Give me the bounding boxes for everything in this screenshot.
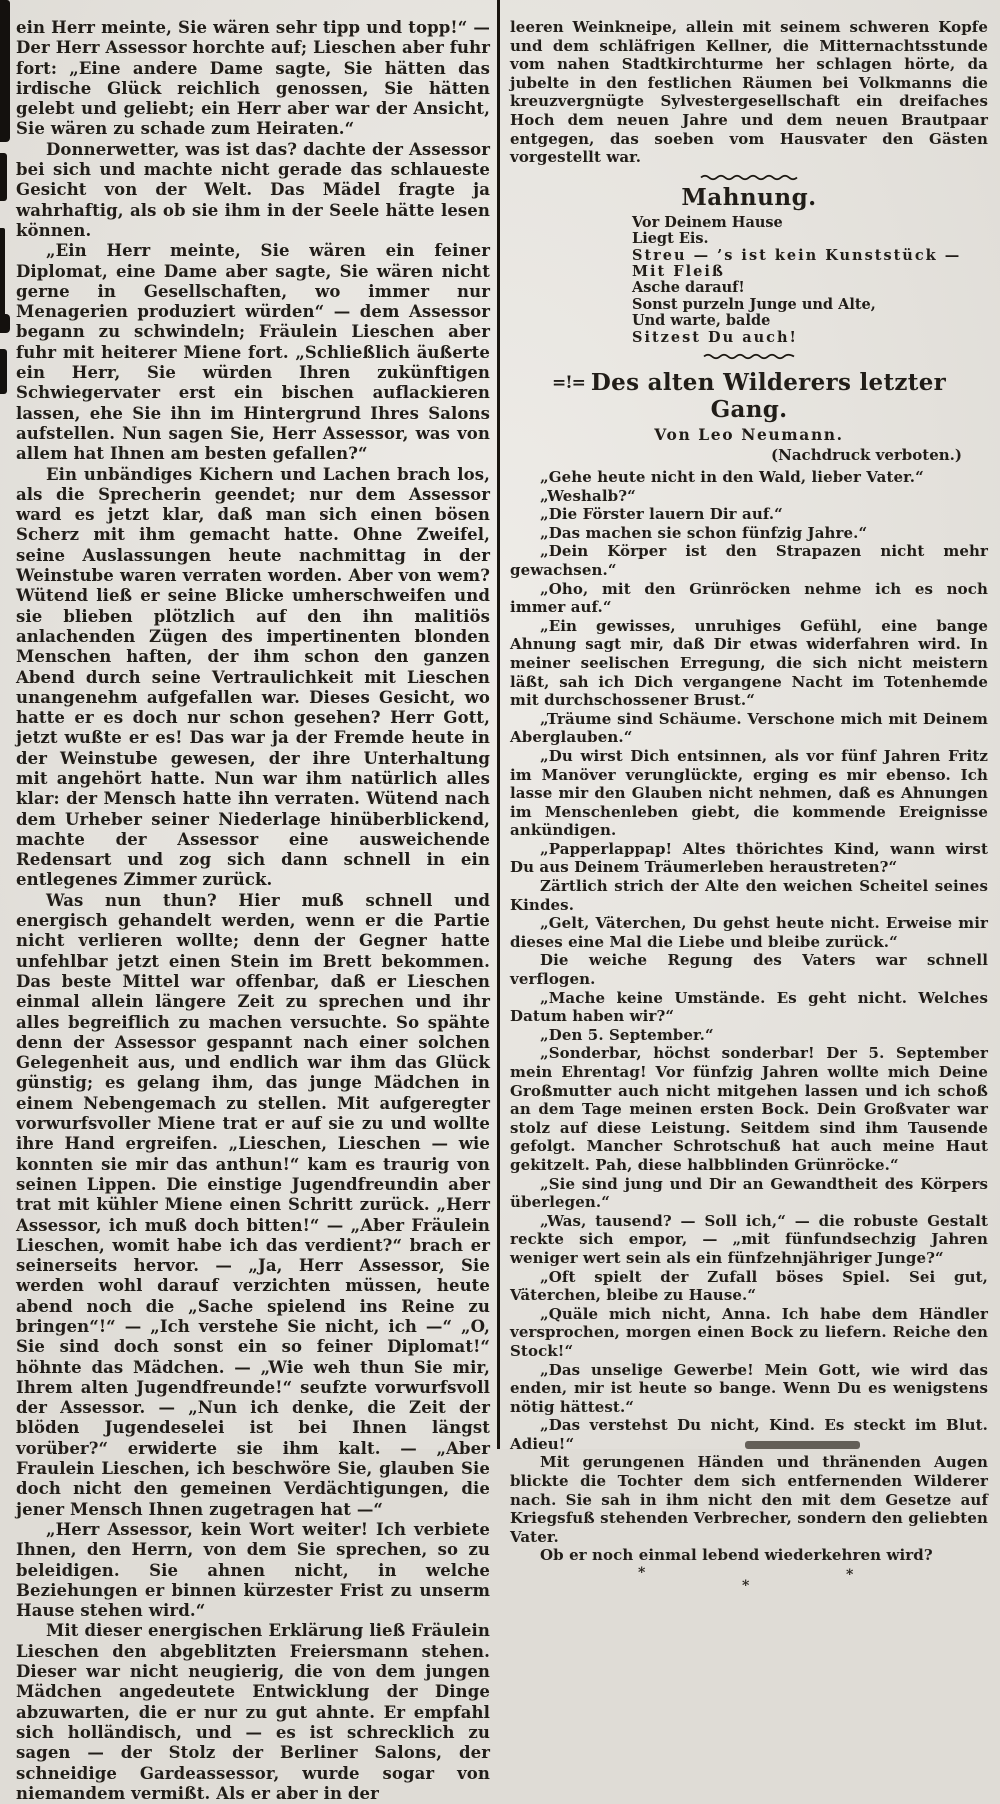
asterisk: *	[742, 1578, 750, 1595]
poem-line: Streu — ’s ist kein Kunststück —	[632, 246, 962, 264]
story-paragraph: Mit dieser energischen Erklärung ließ Fräulein Lieschen den abgeblitzten Freiersmann stehen. Dieser war nicht neugierig, die von dem jungen Mädchen angedeutete Entwicklung der Dinge abzuwarten, die er nur zu gut ahnte. Er empfahl sich holländisch, und — es ist schrecklich zu sagen — der Stolz der Berliner Salons, der schneidige Gardeassessor, wurde sogar von niemandem vermißt. Als er aber in der	[16, 1621, 490, 1803]
wavy-divider	[510, 352, 988, 361]
story-paragraph: „Oho, mit den Grünröcken nehme ich es noch immer auf.“	[510, 579, 988, 617]
story-paragraph: ein Herr meinte, Sie wären sehr tipp und topp!“ — Der Herr Assessor horchte auf; Lieschen aber fuhr fort: „Eine andere Dame sagte, Sie hätten das irdische Glück reichlich genossen, Sie hätten gelebt und geliebt; ein Herr aber war der Ansicht, Sie wären zu schade zum Heiraten.“	[16, 18, 490, 139]
story-paragraph: „Den 5. September.“	[540, 1025, 714, 1044]
poem-line: Vor Deinem Hause	[632, 213, 783, 231]
story-paragraph: „Ein Herr meinte, Sie wären ein feiner Diplomat, eine Dame aber sagte, Sie wären nicht gerne in Gesellschaften, wo immer nur Menagerien produziert würden“ — dem Assessor begann zu schwindeln; Fräulein Lieschen aber fuhr mit heiterer Miene fort. „Schließlich äußerte ein Herr, Sie würden Ihren zukünftigen Schwiegervater erst ein bischen auflackieren lassen, ehe Sie ihn im Hintergrund Ihres Salons aufstellen. Nun sagen Sie, Herr Assessor, was von allem hat Ihnen am besten gefallen?“	[16, 241, 490, 464]
story-paragraph: „Das machen sie schon fünfzig Jahre.“	[540, 523, 868, 542]
story-paragraph: „Die Förster lauern Dir auf.“	[540, 505, 783, 524]
scan-artifact	[0, 0, 10, 142]
story-paragraph: Die weiche Regung des Vaters war schnell verflogen.	[510, 951, 988, 989]
scan-artifact	[0, 314, 10, 333]
poem-line: Asche darauf!	[632, 279, 745, 297]
story-paragraph: „Dein Körper ist den Strapazen nicht mehr gewachsen.“	[510, 542, 988, 579]
poem-line: Mit Fleiß	[632, 262, 725, 280]
story-title	[510, 369, 988, 423]
story-paragraph: „Papperlappap! Altes thörichtes Kind, wann wirst Du aus Deinem Träumerleben heraustreten?“	[510, 839, 988, 877]
story-paragraph: „Das verstehst Du nicht, Kind. Es steckt im Blut. Adieu!“	[510, 1416, 988, 1453]
poem-line: Sonst purzeln Junge und Alte,	[632, 295, 876, 313]
story-paragraph: Zärtlich strich der Alte den weichen Scheitel seines Kindes.	[510, 877, 988, 914]
story-paragraph: „Quäle mich nicht, Anna. Ich habe dem Händler versprochen, morgen einen Bock zu liefern. Reiche den Stock!“	[510, 1304, 988, 1360]
rights-note: (Nachdruck verboten.)	[771, 446, 962, 464]
story-paragraph: „Mache keine Umstände. Es geht nicht. Welches Datum haben wir?“	[510, 988, 988, 1026]
column-rule	[497, 0, 500, 1449]
story-paragraph: „Oft spielt der Zufall böses Spiel. Sei gut, Väterchen, bleibe zu Hause.“	[510, 1267, 988, 1305]
left-column	[16, 18, 490, 1804]
byline: Von Leo Neumann.	[654, 425, 844, 444]
asterism-separator	[510, 1567, 988, 1601]
poem-line: Liegt Eis.	[632, 230, 709, 248]
story-paragraph: Mit gerungenen Händen und thränenden Augen blickte die Tochter dem sich entfernenden Wilderer nach. Sie sah in ihm nicht den mit dem Gesetze auf Kriegsfuß stehenden Verbrecher, sondern den geliebten Vater.	[510, 1453, 988, 1546]
story-title-text: Des alten Wilderers letzter Gang.	[590, 369, 947, 423]
story-paragraph: „Gehe heute nicht in den Wald, lieber Vater.“	[540, 468, 924, 486]
story-paragraph: „Du wirst Dich entsinnen, als vor fünf Jahren Fritz im Manöver verunglückte, erging es mir ebenso. Ich lasse mir den Glauben nicht nehmen, daß es Ahnungen im Menschenleben giebt, die kommende Ereignisse ankündigen.	[510, 746, 988, 840]
poem	[632, 215, 988, 346]
title-ornament: =!=	[551, 373, 585, 393]
story-paragraph: „Sie sind jung und Dir an Gewandtheit des Körpers überlegen.“	[510, 1174, 988, 1212]
story-paragraph: Was nun thun? Hier muß schnell und energisch gehandelt werden, wenn er die Partie nicht verlieren wollte; denn der Gegner hatte unfehlbar jetzt einen Stein im Brett bekommen. Das beste Mittel war offenbar, daß er Lieschen einmal allein längere Zeit zu sprechen und ihr alles begreiflich zu machen versuchte. So spähte denn der Assessor gespannt nach einer solchen Gelegenheit aus, und endlich war ihm das Glück günstig; es gelang ihm, das junge Mädchen in einem Nebengemach zu stellen. Mit aufgeregter vorwurfsvoller Miene trat er auf sie zu und wollte ihre Hand ergreifen. „Lieschen, Lieschen — wie konnten sie mir das anthun!“ kam es traurig von seinen Lippen. Die einstige Jugendfreundin aber trat mit kühler Miene einen Schritt zurück. „Herr Assessor, ich muß doch bitten!“ — „Aber Fräulein Lieschen, womit habe ich das verdient?“ brach er seinerseits hervor. — „Ja, Herr Assessor, Sie werden wohl darauf verzichten müssen, heute abend noch die „Sache spielend ins Reine zu bringen“!“ — „Ich verstehe Sie nicht, ich —“ „O, Sie sind doch sonst ein so feiner Diplomat!“ höhnte das Mädchen. — „Wie weh thun Sie mir, Ihrem alten Jugendfreunde!“ seufzte vorwurfsvoll der Assessor. — „Nun ich denke, die Zeit der blöden Jugendeselei ist bei Ihnen längst vorüber?“ erwiderte sie ihm kalt. — „Aber Fraulein Lieschen, ich beschwöre Sie, glauben Sie doch nicht den gemeinen Verdächtigungen, die jener Mensch Ihnen zugetragen hat —“	[16, 890, 490, 1519]
story-paragraph: Ein unbändiges Kichern und Lachen brach los, als die Sprecherin geendet; nur dem Assessor ward es jetzt klar, daß man sich einen bösen Scherz mit ihm gemacht hatte. Ohne Zweifel, seine Auslassungen heute nachmittag in der Weinstube waren verraten worden. Aber von wem? Wütend ließ er seine Blicke umherschweifen und sie blieben plötzlich auf den ihn malitiös anlachenden Zügen des impertinenten blonden Menschen haften, der ihm schon den ganzen Abend durch seine Vertraulichkeit mit Lieschen unangenehm aufgefallen war. Dieses Gesicht, wo hatte er es doch nur schon gesehen? Herr Gott, jetzt wußte er es! Das war ja der Fremde heute in der Weinstube gewesen, der ihre Unterhaltung mit angehört hatte. Nun war ihm natürlich alles klar: der Mensch hatte ihn verraten. Wütend nach dem Urheber seiner Niederlage hinüberblickend, machte der Assessor eine ausweichende Redensart und zog sich dann schnell in ein entlegenes Zimmer zurück.	[16, 464, 490, 890]
right-column	[510, 18, 988, 1601]
story-paragraph: Donnerwetter, was ist das? dachte der Assessor bei sich und machte nicht gerade das schlaueste Gesicht von der Welt. Das Mädel fragte ja wahrhaftig, als ob sie ihm in der Seele hätte lesen können.	[16, 139, 490, 240]
poem-line: Und warte, balde	[632, 312, 771, 330]
story-paragraph: „Gelt, Väterchen, Du gehst heute nicht. Erweise mir dieses eine Mal die Liebe und bleibe zurück.“	[510, 914, 988, 951]
scan-artifact	[0, 349, 7, 394]
asterisk: *	[638, 1565, 646, 1582]
poem-title: Mahnung.	[681, 183, 817, 211]
wavy-divider	[510, 173, 988, 182]
story-paragraph: „Herr Assessor, kein Wort weiter! Ich verbiete Ihnen, den Herrn, von dem Sie sprechen, so zu beleidigen. Sie ahnen nicht, in welche Beziehungen er binnen kürzester Frist zu unserm Hause stehen wird.“	[16, 1519, 490, 1621]
story-paragraph-continuation: leeren Weinkneipe, allein mit seinem schweren Kopfe und dem schläfrigen Kellner, die Mitternachtsstunde vom nahen Stadtkirchturme her schlagen hörte, da jubelte in den festlichen Räumen bei Volkmanns die kreuzvergnügte Sylvestergesellschaft ein dreifaches Hoch dem neuen Jahre und dem neuen Brautpaar entgegen, das soeben vom Hausvater den Gästen vorgestellt war.	[510, 18, 988, 167]
story-paragraph: „Weshalb?“	[540, 486, 636, 505]
scan-artifact	[0, 153, 7, 201]
story-paragraph: „Ein gewisses, unruhiges Gefühl, eine bange Ahnung sagt mir, daß Dir etwas widerfahren wird. In meiner seelischen Erregung, die sich nicht meistern läßt, sah ich Dich vergangene Nacht im Totenhemde mit durchschossener Brust.“	[510, 616, 988, 710]
story-paragraph: Ob er noch einmal lebend wiederkehren wird?	[540, 1546, 933, 1565]
story-paragraph: „Was, tausend? — Soll ich,“ — die robuste Gestalt reckte sich empor, — „mit fünfundsechzig Jahren weniger wert sein als ein fünfzehnjähriger Junge?“	[510, 1211, 988, 1267]
story-paragraph: „Träume sind Schäume. Verschone mich mit Deinem Aberglauben.“	[510, 709, 988, 747]
poem-line: Sitzest Du auch!	[632, 328, 798, 346]
scan-artifact	[0, 228, 5, 320]
asterisk: *	[846, 1567, 854, 1584]
story-paragraph: „Sonderbar, höchst sonderbar! Der 5. September mein Ehrentag! Vor fünfzig Jahren wollte mich Deine Großmutter auch nicht mitgehen lassen und ich schoß an dem Tage meinen ersten Bock. Dein Großvater war stolz auf diese Leistung. Seitdem sind ihm Tausende gefolgt. Mancher Schrotschuß hat auch meine Haut gekitzelt. Pah, diese halbblinden Grünröcke.“	[510, 1044, 988, 1174]
story-paragraph: „Das unselige Gewerbe! Mein Gott, wie wird das enden, mir ist heute so bange. Wenn Du es wenigstens nötig hättest.“	[510, 1360, 988, 1416]
